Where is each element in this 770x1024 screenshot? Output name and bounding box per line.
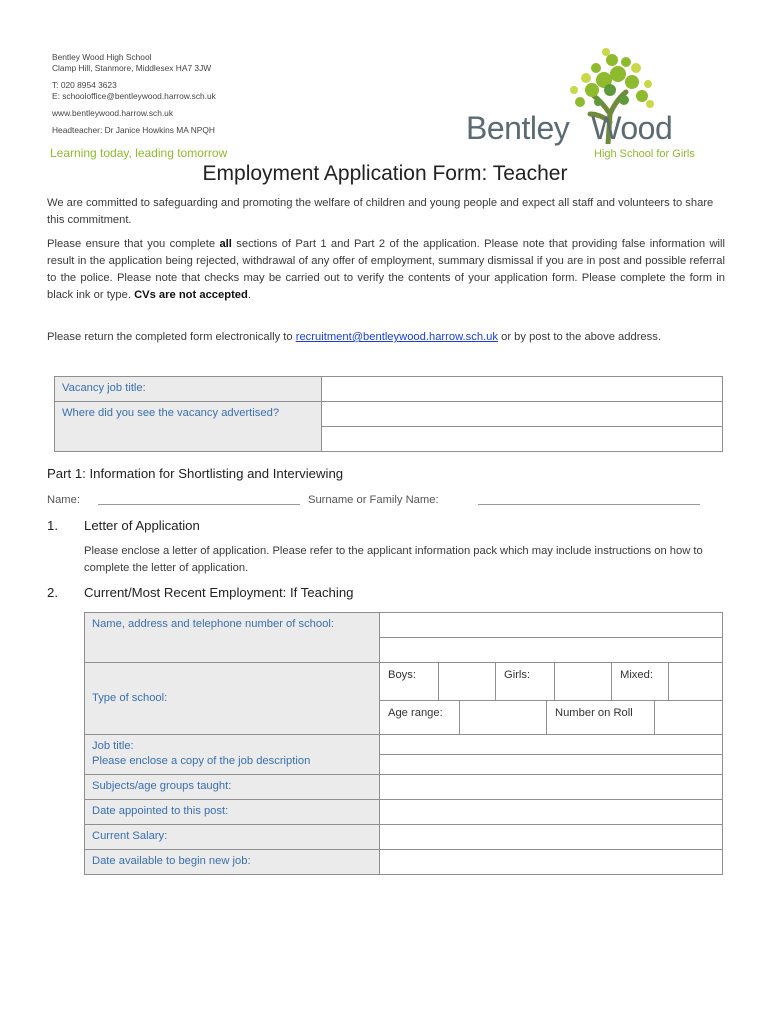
- salary-label: Current Salary:: [85, 825, 380, 850]
- date-appointed-field[interactable]: [380, 800, 723, 825]
- school-name-field-2[interactable]: [380, 638, 723, 663]
- vacancy-advertised-field-2[interactable]: [322, 427, 723, 452]
- vacancy-advertised-field-1[interactable]: [322, 402, 723, 427]
- name-input-line[interactable]: [98, 504, 300, 505]
- girls-field[interactable]: [555, 663, 612, 701]
- vacancy-job-title-field[interactable]: [322, 377, 723, 402]
- number-on-roll-field[interactable]: [655, 701, 722, 734]
- date-available-field[interactable]: [380, 850, 723, 875]
- job-description-text: Please enclose a copy of the job description: [92, 755, 311, 767]
- vacancy-job-title-label: Vacancy job title:: [55, 377, 322, 402]
- headteacher-line: Headteacher: Dr Janice Howkins MA NPQH: [52, 125, 215, 135]
- mixed-field[interactable]: [669, 663, 723, 701]
- p2-text-b: sections of Part 1 and Part 2 of the application. Please note that providing false information will result in the application being rejected, withdrawal of any offer of employment, summary dismissal if you are in post and possible referral to the police. Please note that checks may be carried out to verify the contents of your application form. Please complete the form in black ink or type.: [47, 238, 725, 301]
- vacancy-advertised-label: Where did you see the vacancy advertised?: [55, 402, 322, 452]
- subjects-label: Subjects/age groups taught:: [85, 775, 380, 800]
- subjects-field[interactable]: [380, 775, 723, 800]
- phone-line: T: 020 8954 3623: [52, 80, 117, 90]
- job-title-field[interactable]: [380, 735, 723, 755]
- address-line-1: Bentley Wood High School: [52, 52, 152, 62]
- p2-bold-all: all: [219, 238, 232, 250]
- intro-paragraph-3: [47, 329, 725, 346]
- intro-paragraph-1: We are committed to safeguarding and promoting the welfare of children and young people and expect all staff and volunteers to share this commitment.: [47, 197, 714, 226]
- logo-subtitle: High School for Girls: [594, 148, 695, 160]
- date-appointed-label: Date appointed to this post:: [85, 800, 380, 825]
- job-title-text: Job title:: [92, 740, 134, 752]
- p3-text-a: Please return the completed form electronically to: [47, 331, 296, 343]
- surname-input-line[interactable]: [478, 504, 700, 505]
- school-tagline: Learning today, leading tomorrow: [50, 146, 228, 160]
- boys-label: Boys:: [380, 663, 439, 701]
- girls-label: Girls:: [496, 663, 555, 701]
- age-range-label: Age range:: [380, 701, 460, 734]
- section-1-heading: Letter of Application: [84, 518, 200, 533]
- section-2-heading: Current/Most Recent Employment: If Teaching: [84, 585, 354, 600]
- section-1-number: 1.: [47, 518, 58, 533]
- section-1-text: Please enclose a letter of application. Please refer to the applicant information pack which may include instructions on how to complete the letter of application.: [84, 545, 703, 574]
- p2-text-a: Please ensure that you complete: [47, 238, 220, 250]
- recruitment-email-link[interactable]: recruitment@bentleywood.harrow.sch.uk: [295, 331, 498, 343]
- vacancy-table: [54, 376, 723, 452]
- website-line: www.bentleywood.harrow.sch.uk: [52, 108, 174, 118]
- number-on-roll-label: Number on Roll: [547, 701, 655, 734]
- surname-label: Surname or Family Name:: [308, 494, 439, 506]
- address-line-2: Clamp Hill, Stanmore, Middlesex HA7 3JW: [52, 63, 212, 73]
- employment-table: [84, 612, 723, 875]
- age-roll-row: [380, 701, 723, 735]
- job-description-field[interactable]: [380, 755, 723, 775]
- part1-heading: Part 1: Information for Shortlisting and Interviewing: [47, 466, 344, 481]
- p2-text-end: .: [247, 289, 251, 301]
- salary-field[interactable]: [380, 825, 723, 850]
- date-available-label: Date available to begin new job:: [85, 850, 380, 875]
- mixed-label: Mixed:: [612, 663, 669, 701]
- p3-text-b: or by post to the above address.: [498, 331, 661, 343]
- school-logo: [462, 44, 722, 166]
- email-line: E: schooloffice@bentleywood.harrow.sch.uk: [52, 91, 216, 101]
- page-title: Employment Application Form: Teacher: [202, 162, 568, 185]
- school-name-label: Name, address and telephone number of school:: [85, 613, 380, 663]
- logo-name-left: Bentley: [466, 110, 570, 146]
- logo-wordmark: [466, 110, 672, 147]
- logo-name-right: Wood: [591, 110, 673, 146]
- school-address: [52, 52, 216, 136]
- name-label: Name:: [47, 494, 80, 506]
- p2-bold-cvs: CVs are not accepted: [134, 289, 248, 301]
- age-range-field[interactable]: [460, 701, 547, 734]
- section-2-number: 2.: [47, 585, 58, 600]
- school-name-field-1[interactable]: [380, 613, 723, 638]
- intro-paragraph-2: [47, 236, 725, 304]
- job-title-label: [85, 735, 380, 775]
- type-of-school-label: Type of school:: [85, 663, 380, 735]
- boys-field[interactable]: [439, 663, 496, 701]
